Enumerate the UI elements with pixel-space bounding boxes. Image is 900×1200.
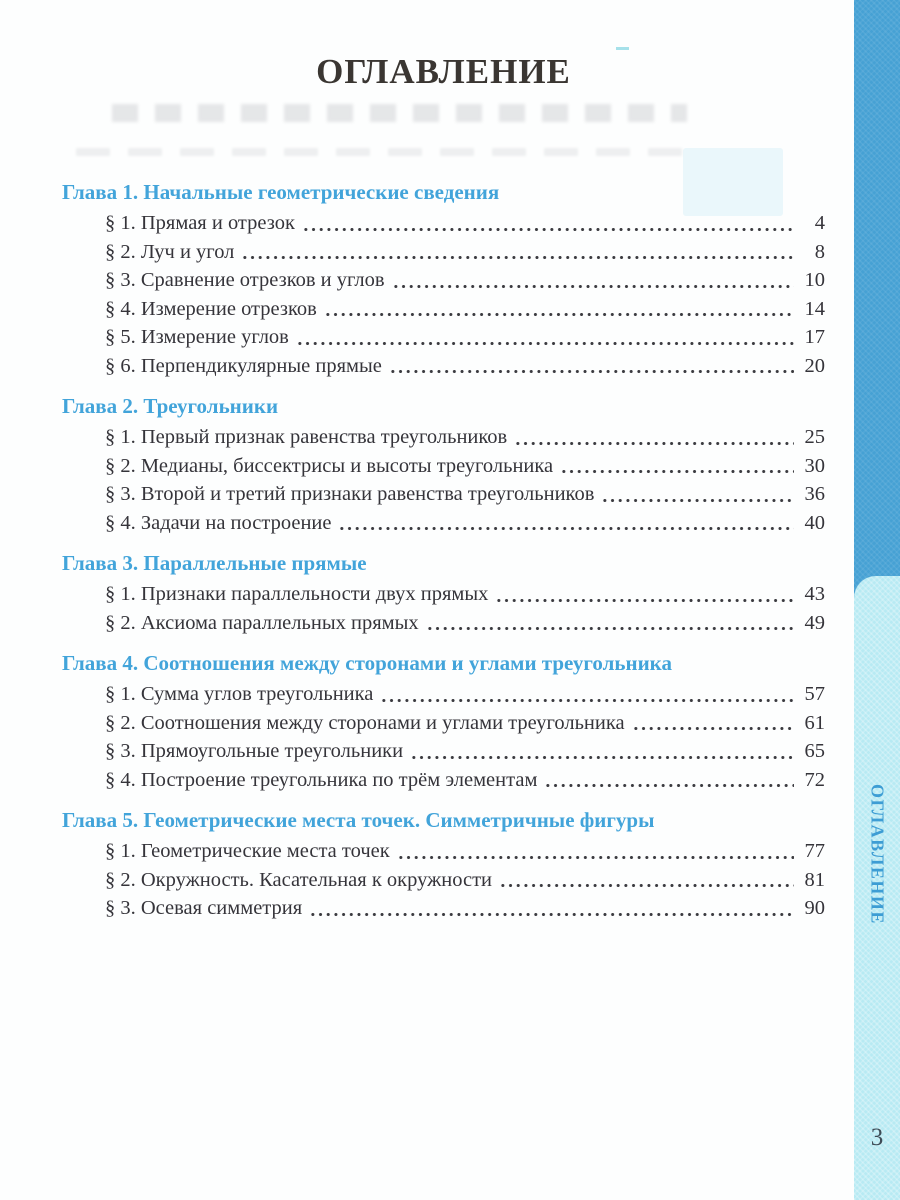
dot-leader [544, 766, 794, 795]
toc-chapter-4 [62, 649, 825, 794]
dot-leader [426, 609, 794, 638]
toc-entry-label: § 1. Первый признак равенства треугольников [105, 426, 508, 448]
toc-entry-page: 25 [804, 426, 825, 448]
dot-leader [495, 580, 794, 609]
toc-entry [62, 837, 825, 866]
toc-entry [62, 352, 825, 381]
dot-leader [338, 509, 794, 538]
table-of-contents [62, 178, 825, 935]
dot-leader [397, 837, 794, 866]
toc-entry-page: 4 [814, 212, 825, 234]
dot-leader [560, 452, 794, 481]
toc-entry-label: § 4. Измерение отрезков [105, 297, 317, 320]
chapter-heading: Глава 3. Параллельные прямые [62, 551, 367, 575]
bleedthrough-smudge [112, 104, 687, 122]
toc-entry-label: § 5. Измерение углов [105, 326, 289, 348]
toc-entry [62, 894, 825, 923]
toc-entry [62, 709, 825, 738]
dot-leader [499, 866, 794, 895]
toc-entry-label: § 4. Задачи на построение [105, 511, 332, 534]
toc-entry-label: § 6. Перпендикулярные прямые [105, 354, 382, 377]
dot-leader [380, 680, 794, 709]
toc-entry-label: § 3. Осевая симметрия [105, 897, 303, 919]
toc-entry [62, 580, 825, 609]
dot-leader [514, 423, 794, 452]
toc-entry-page: 14 [804, 297, 825, 320]
toc-entry-label: § 2. Медианы, биссектрисы и высоты треугольника [105, 454, 554, 477]
toc-entry [62, 737, 825, 766]
toc-entry [62, 266, 825, 295]
dot-leader [302, 209, 794, 238]
toc-entry [62, 766, 825, 795]
toc-entry-label: § 3. Второй и третий признаки равенства треугольников [105, 483, 595, 505]
toc-entry-page: 81 [804, 868, 825, 891]
toc-entry-label: § 1. Сумма углов треугольника [105, 683, 374, 705]
toc-entry-label: § 2. Луч и угол [105, 240, 235, 263]
dot-leader [632, 709, 794, 738]
toc-chapter-3 [62, 549, 825, 637]
toc-entry-page: 77 [804, 840, 825, 862]
dot-leader [309, 894, 794, 923]
toc-entry [62, 452, 825, 481]
toc-entry-page: 17 [804, 326, 825, 348]
edge-tab-label: ОГЛАВЛЕНИЕ [867, 783, 888, 925]
toc-entry [62, 609, 825, 638]
toc-entry-page: 40 [804, 511, 825, 534]
dot-leader [241, 238, 794, 267]
dot-leader [601, 480, 794, 509]
page-number: 3 [870, 1124, 884, 1151]
toc-entry-page: 43 [804, 583, 825, 605]
toc-entry [62, 295, 825, 324]
toc-entry-label: § 1. Геометрические места точек [105, 840, 390, 862]
toc-entry-label: § 2. Окружность. Касательная к окружности [105, 868, 493, 891]
toc-entry-page: 36 [804, 483, 825, 505]
toc-entry-label: § 1. Признаки параллельности двух прямых [105, 583, 489, 605]
toc-entry [62, 323, 825, 352]
toc-entry [62, 480, 825, 509]
chapter-heading: Глава 4. Соотношения между сторонами и углами треугольника [62, 651, 672, 675]
toc-entry-page: 57 [804, 683, 825, 705]
toc-entry [62, 680, 825, 709]
toc-chapter-1 [62, 178, 825, 380]
toc-entry-page: 65 [804, 740, 825, 762]
toc-entry-page: 61 [804, 711, 825, 734]
bleedthrough-smudge [76, 148, 696, 156]
scan-artifact [616, 47, 629, 50]
toc-entry-page: 30 [804, 454, 825, 477]
toc-entry-label: § 3. Прямоугольные треугольники [105, 740, 404, 762]
dot-leader [296, 323, 794, 352]
toc-entry [62, 866, 825, 895]
toc-entry [62, 423, 825, 452]
toc-chapter-2 [62, 392, 825, 537]
toc-entry [62, 509, 825, 538]
chapter-heading: Глава 5. Геометрические места точек. Симметричные фигуры [62, 808, 655, 832]
toc-entry-page: 72 [804, 768, 825, 791]
toc-entry-page: 20 [804, 354, 825, 377]
dot-leader [389, 352, 794, 381]
toc-entry-page: 49 [804, 611, 825, 634]
chapter-heading: Глава 1. Начальные геометрические сведения [62, 180, 500, 204]
toc-entry-label: § 2. Соотношения между сторонами и углами треугольника [105, 711, 625, 734]
toc-entry-label: § 4. Построение треугольника по трём элементам [105, 768, 538, 791]
toc-entry-page: 90 [804, 897, 825, 919]
toc-entry [62, 238, 825, 267]
chapter-heading: Глава 2. Треугольники [62, 394, 279, 418]
dot-leader [324, 295, 794, 324]
toc-chapter-5 [62, 806, 825, 923]
edge-tab-dark [854, 0, 900, 612]
toc-entry-page: 10 [804, 269, 825, 291]
dot-leader [410, 737, 794, 766]
toc-entry-label: § 1. Прямая и отрезок [105, 212, 295, 234]
page-title: ОГЛАВЛЕНИЕ [316, 52, 571, 91]
toc-entry [62, 209, 825, 238]
toc-entry-page: 8 [814, 240, 825, 263]
toc-entry-label: § 2. Аксиома параллельных прямых [105, 611, 419, 634]
dot-leader [392, 266, 794, 295]
toc-entry-label: § 3. Сравнение отрезков и углов [105, 269, 385, 291]
